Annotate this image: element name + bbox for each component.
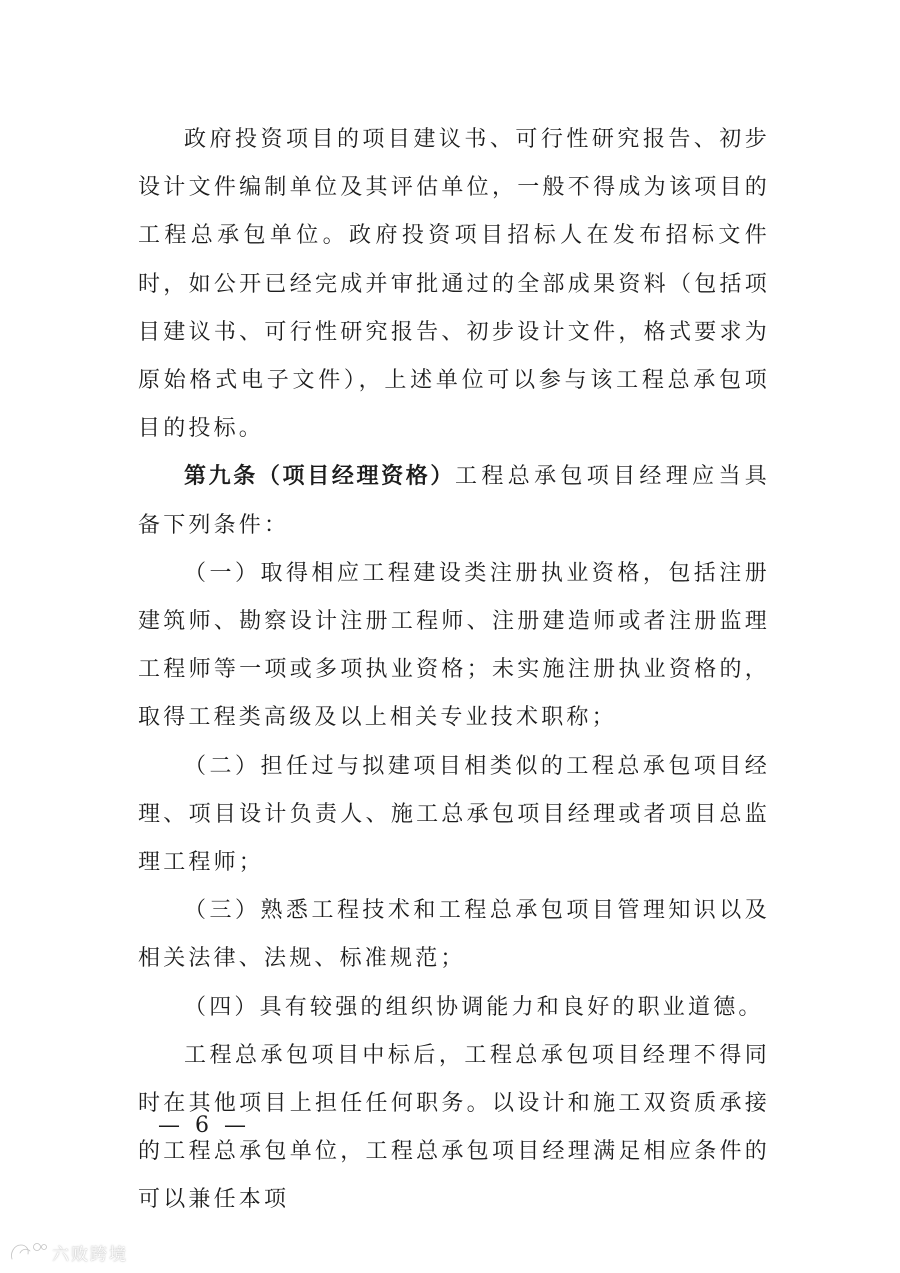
condition-item-1 (138, 550, 770, 743)
condition-item-2 (138, 743, 770, 888)
bubble-logo-icon (8, 1239, 48, 1265)
watermark-text: 六败跨境 (52, 1244, 128, 1265)
article-heading: 第九条（项目经理资格） (184, 464, 456, 490)
article-9-paragraph (138, 453, 770, 549)
paragraph-1 (138, 116, 770, 453)
condition-item-1-text: （一）取得相应工程建设类注册执业资格，包括注册建筑师、勘察设计注册工程师、注册建造师或者注册监理工程师等一项或多项执业资格；未实施注册执业资格的，取得工程类高级及以上相关专业技术职称； (138, 560, 770, 731)
page-number: — 6 — (158, 1113, 250, 1138)
document-body (138, 116, 770, 1225)
paragraph-final-text: 工程总承包项目中标后，工程总承包项目经理不得同时在其他项目上担任任何职务。以设计和施工双资质承接的工程总承包单位，工程总承包项目经理满足相应条件的可以兼任本项 (138, 1042, 770, 1213)
condition-item-3-text: （三）熟悉工程技术和工程总承包项目管理知识以及相关法律、法规、标准规范； (138, 898, 770, 972)
paragraph-1-text: 政府投资项目的项目建议书、可行性研究报告、初步设计文件编制单位及其评估单位，一般不得成为该项目的工程总承包单位。政府投资项目招标人在发布招标文件时，如公开已经完成并审批通过的全部成果资料（包括项目建议书、可行性研究报告、初步设计文件，格式要求为原始格式电子文件），上述单位可以参与该工程总承包项目的投标。 (138, 127, 770, 442)
condition-item-2-text: （二）担任过与拟建项目相类似的工程总承包项目经理、项目设计负责人、施工总承包项目经理或者项目总监理工程师； (138, 753, 770, 876)
condition-item-4-text: （四）具有较强的组织协调能力和良好的职业道德。 (184, 994, 764, 1020)
condition-item-4 (138, 984, 770, 1032)
watermark (8, 1238, 128, 1266)
article-9-text: 工程总承包项目经理应当具备下列条件： (138, 464, 770, 538)
condition-item-3 (138, 887, 770, 983)
